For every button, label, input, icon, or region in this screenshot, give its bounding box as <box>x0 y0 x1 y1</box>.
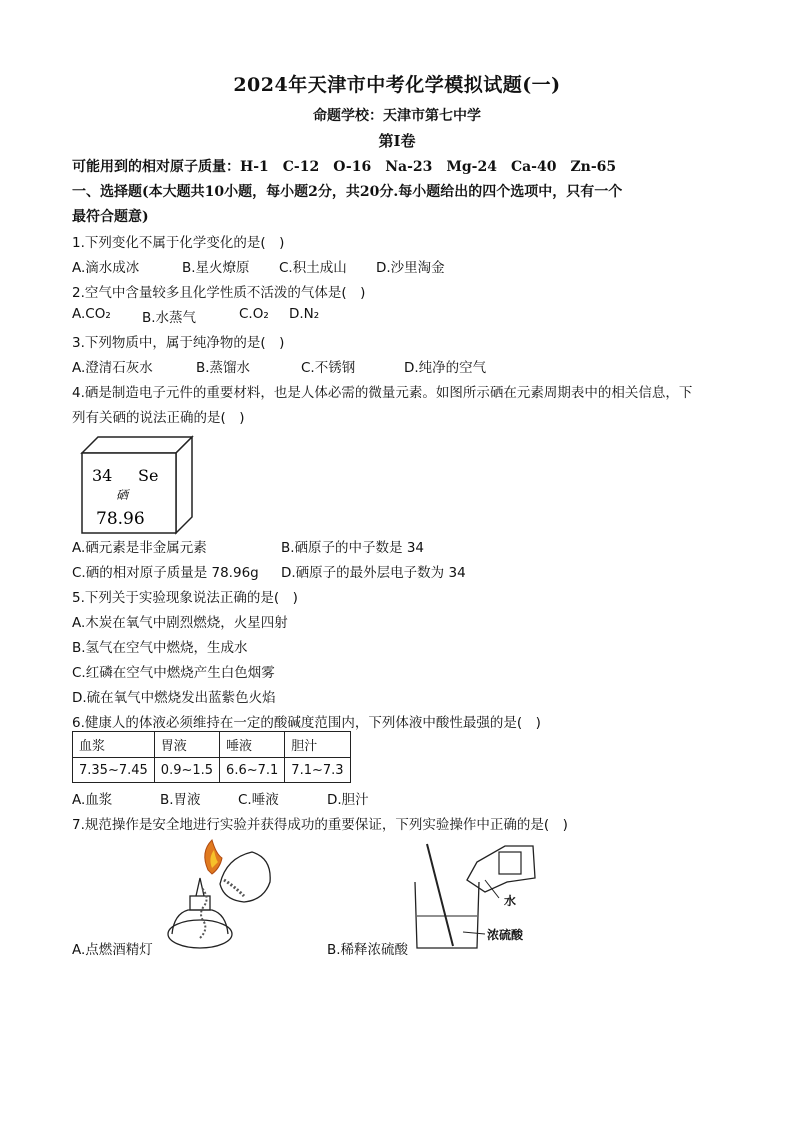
ph-header-bile: 胆汁 <box>285 732 350 758</box>
alcohol-lamp-illustration <box>160 838 280 953</box>
element-name: 硒 <box>116 488 129 502</box>
q6-stem: 6.健康人的体液必须维持在一定的酸碱度范围内，下列体液中酸性最强的是( ) <box>72 715 541 731</box>
ph-value-bile: 7.1~7.3 <box>285 758 350 783</box>
ph-header-plasma: 血浆 <box>73 732 155 758</box>
ph-table <box>72 731 351 783</box>
ph-table-value-row <box>73 758 351 783</box>
q7-option-a[interactable]: A.点燃酒精灯 <box>72 942 153 958</box>
q5-option-d[interactable]: D.硫在氧气中燃烧发出蓝紫色火焰 <box>72 690 276 706</box>
q1-option-d[interactable]: D.沙里淘金 <box>376 260 445 276</box>
element-number: 34 <box>92 466 113 485</box>
ph-header-saliva: 唾液 <box>220 732 285 758</box>
q2-option-a[interactable]: A.CO₂ <box>72 306 111 322</box>
q4-option-c[interactable]: C.硒的相对原子质量是 78.96g <box>72 565 259 581</box>
element-mass: 78.96 <box>96 509 145 529</box>
q6-option-c[interactable]: C.唾液 <box>238 792 279 808</box>
q4-stem-line2: 列有关硒的说法正确的是( ) <box>72 410 245 426</box>
ph-value-plasma: 7.35~7.45 <box>73 758 155 783</box>
q6-option-d[interactable]: D.胆汁 <box>327 792 369 808</box>
q2-stem: 2.空气中含量较多且化学性质不活泼的气体是( ) <box>72 285 366 301</box>
q3-option-a[interactable]: A.澄清石灰水 <box>72 360 153 376</box>
q2-option-b[interactable]: B.水蒸气 <box>142 310 197 326</box>
q1-stem: 1.下列变化不属于化学变化的是( ) <box>72 235 285 251</box>
q5-stem: 5.下列关于实验现象说法正确的是( ) <box>72 590 298 606</box>
label-concentrated-acid: 浓硫酸 <box>487 928 524 942</box>
q4-option-b[interactable]: B.硒原子的中子数是 34 <box>281 540 425 556</box>
selenium-element-card <box>80 435 195 535</box>
ph-value-saliva: 6.6~7.1 <box>220 758 285 783</box>
element-symbol: Se <box>138 466 159 485</box>
q3-option-d[interactable]: D.纯净的空气 <box>404 360 487 376</box>
section-heading-line1: 一、选择题(本大题共10小题，每小题2分，共20分.每小题给出的四个选项中，只有一个 <box>72 184 623 200</box>
q1-option-c[interactable]: C.积土成山 <box>279 260 347 276</box>
ph-header-gastric: 胃液 <box>154 732 219 758</box>
school-line: 命题学校：天津市第七中学 <box>313 108 481 124</box>
q6-option-b[interactable]: B.胃液 <box>160 792 201 808</box>
q7-option-b[interactable]: B.稀释浓硫酸 <box>327 942 409 958</box>
section-heading-line2: 最符合题意) <box>72 209 149 225</box>
q1-option-b[interactable]: B.星火燎原 <box>182 260 250 276</box>
q5-option-a[interactable]: A.木炭在氧气中剧烈燃烧，火星四射 <box>72 615 288 631</box>
q5-option-b[interactable]: B.氢气在空气中燃烧，生成水 <box>72 640 248 656</box>
q7-stem: 7.规范操作是安全地进行实验并获得成功的重要保证，下列实验操作中正确的是( ) <box>72 817 568 833</box>
q3-option-c[interactable]: C.不锈钢 <box>301 360 356 376</box>
atomic-masses: 可能用到的相对原子质量：H-1 C-12 O-16 Na-23 Mg-24 Ca-40 Zn-65 <box>72 159 617 175</box>
q2-option-d[interactable]: D.N₂ <box>289 306 320 322</box>
label-water: 水 <box>504 894 517 908</box>
ph-value-gastric: 0.9~1.5 <box>154 758 219 783</box>
dilute-acid-illustration <box>405 842 550 954</box>
q4-option-d[interactable]: D.硒原子的最外层电子数为 34 <box>281 565 466 581</box>
q5-option-c[interactable]: C.红磷在空气中燃烧产生白色烟雾 <box>72 665 275 681</box>
q3-stem: 3.下列物质中，属于纯净物的是( ) <box>72 335 285 351</box>
q4-option-a[interactable]: A.硒元素是非金属元素 <box>72 540 207 556</box>
q3-option-b[interactable]: B.蒸馏水 <box>196 360 251 376</box>
q1-option-a[interactable]: A.滴水成冰 <box>72 260 140 276</box>
volume-label: 第Ⅰ卷 <box>378 132 416 150</box>
q4-stem-line1: 4.硒是制造电子元件的重要材料，也是人体必需的微量元素。如图所示硒在元素周期表中的相关信息，下 <box>72 385 693 401</box>
q2-option-c[interactable]: C.O₂ <box>239 306 269 322</box>
page-title: 2024年天津市中考化学模拟试题(一) <box>233 74 561 96</box>
q6-option-a[interactable]: A.血浆 <box>72 792 113 808</box>
ph-table-header-row <box>73 732 351 758</box>
